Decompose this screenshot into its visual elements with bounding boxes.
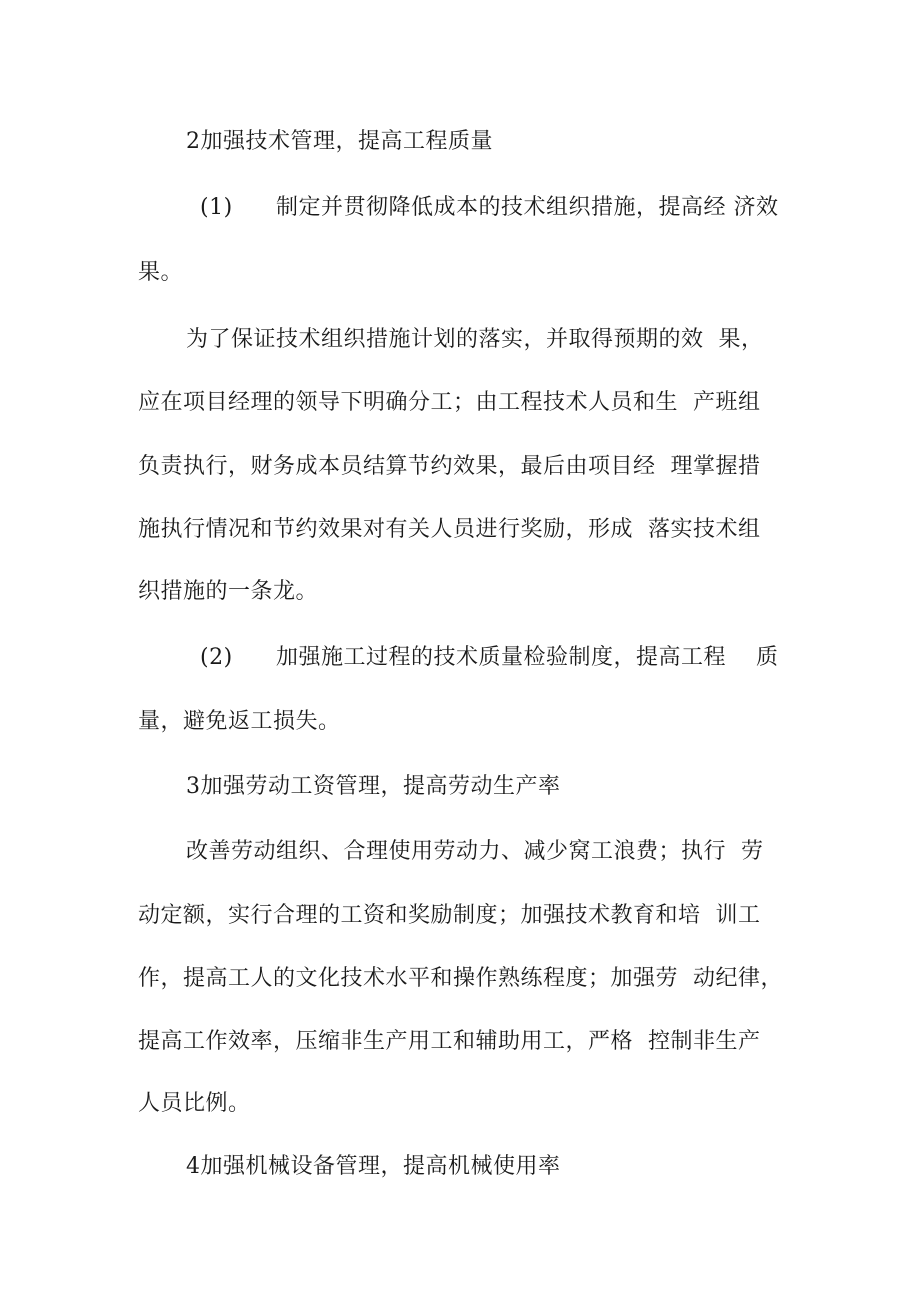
list-item-2-line: [200, 643, 860, 673]
list-item-1-continuation: 果。: [138, 260, 184, 285]
paragraph-1-line-4: 施执行情况和节约效果对有关人员进行奖励，形成 落实技术组: [138, 517, 761, 542]
list-item-1-line: [200, 193, 860, 223]
list-item-1-number: (1): [200, 195, 233, 220]
paragraph-1-line-2: 应在项目经理的领导下明确分工；由工程技术人员和生 产班组: [138, 390, 761, 415]
section-heading-2: 2加强技术管理，提高工程质量: [186, 129, 493, 154]
paragraph-1-line-5: 织措施的一条龙。: [138, 579, 319, 604]
paragraph-2-line-3: 作，提高工人的文化技术水平和操作熟练程度；加强劳 动纪律，: [138, 966, 783, 991]
section-heading-3: 3加强劳动工资管理，提高劳动生产率: [186, 774, 561, 799]
paragraph-2-line-2: 动定额，实行合理的工资和奖励制度；加强技术教育和培 训工: [138, 903, 761, 928]
paragraph-2-line-5: 人员比例。: [138, 1091, 251, 1116]
paragraph-1-line-3: 负责执行，财务成本员结算节约效果，最后由项目经 理掌握措: [138, 454, 761, 479]
list-item-2-number: (2): [200, 645, 233, 670]
section-heading-4: 4加强机械设备管理，提高机械使用率: [186, 1154, 561, 1179]
paragraph-1-line-1: 为了保证技术组织措施计划的落实，并取得预期的效 果，: [186, 327, 764, 352]
list-item-2-text: 加强施工过程的技术质量检验制度，提高工程 质: [276, 645, 779, 670]
paragraph-2-line-4: 提高工作效率，压缩非生产用工和辅助用工，严格 控制非生产: [138, 1029, 761, 1054]
list-item-2-continuation: 量，避免返工损失。: [138, 709, 341, 734]
paragraph-2-line-1: 改善劳动组织、合理使用劳动力、减少窝工浪费；执行 劳: [186, 839, 764, 864]
list-item-1-text: 制定并贯彻降低成本的技术组织措施，提高经 济效: [276, 195, 779, 220]
